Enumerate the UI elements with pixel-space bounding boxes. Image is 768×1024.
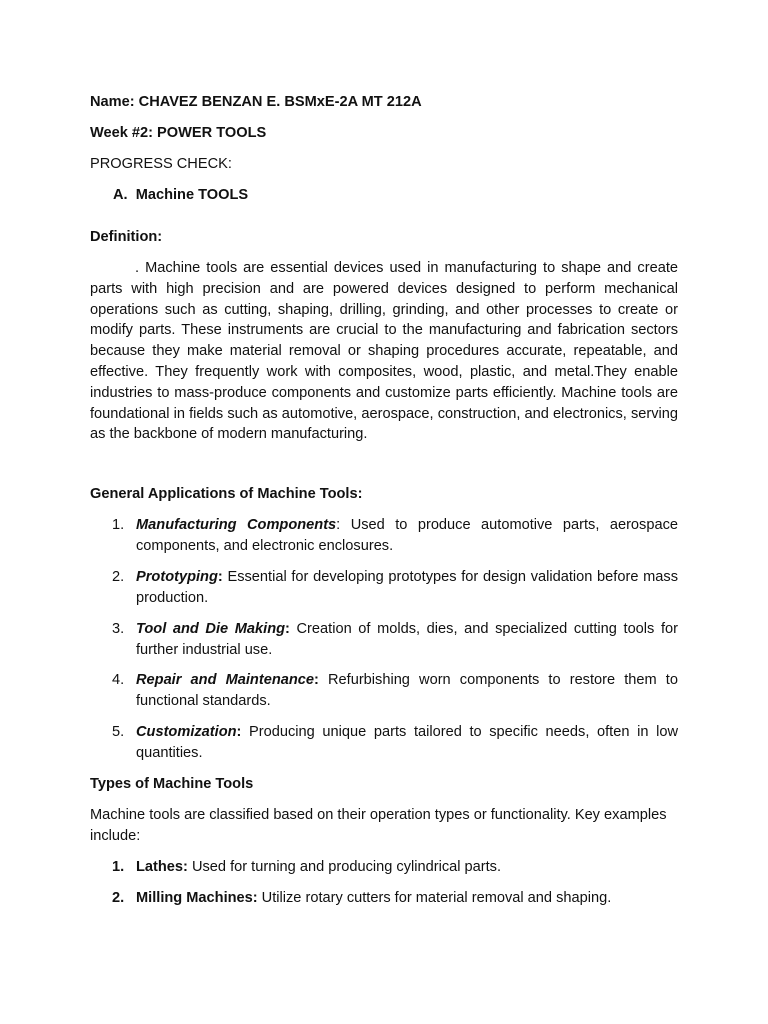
section-a-title: Machine TOOLS [135,187,249,203]
list-number: 1. [112,859,125,875]
application-text: Refurbishing worn components to restore them to functional standards. [136,672,678,709]
application-term: Repair and Maintenance [136,672,314,688]
type-term: Milling Machines: [136,890,258,906]
definition-heading: Definition: [90,229,163,245]
list-number: 5. [112,724,125,740]
types-intro: Machine tools are classified based on their operation types or functionality. Key examples include: [90,807,667,844]
term-separator: : [217,569,223,585]
application-term: Customization [136,724,237,740]
definition-paragraph: . Machine tools are essential devices used in manufacturing to shape and create parts with high precision and are powered devices designed to perform mechanical operations such as cutting, shaping, drilling, grinding, and other processes to create or modify parts. These instruments are crucial to the manufacturing and fabrication sectors because they make material removal or shaping procedures accurate, repeatable, and effective. They frequently work with composites, wood, plastic, and metal.They enable industries to mass-produce components and customize parts efficiently. Machine tools are foundational in fields such as automotive, aerospace, construction, and electronics, serving as the backbone of modern manufacturing. [90,260,678,443]
application-item [90,515,678,557]
term-separator: : [285,621,290,637]
list-number: 4. [112,672,125,688]
types-heading: Types of Machine Tools [90,776,254,792]
term-separator: : [314,672,319,688]
term-separator: : [336,517,341,533]
application-text: Essential for developing prototypes for design validation before mass production. [136,569,678,606]
application-item [90,670,678,712]
section-a-marker: A. [113,187,128,203]
application-item [90,619,678,661]
progress-check-label: PROGRESS CHECK: [90,156,232,172]
type-item [90,888,678,909]
term-separator: : [236,724,242,740]
application-text: Used to produce automotive parts, aerospace components, and electronic enclosures. [136,517,678,554]
type-text: Utilize rotary cutters for material removal and shaping. [257,890,612,906]
application-text: Creation of molds, dies, and specialized cutting tools for further industrial use. [136,621,678,658]
list-number: 2. [112,569,125,585]
application-term: Manufacturing Components [136,517,337,533]
application-term: Tool and Die Making [136,621,286,637]
application-text: Producing unique parts tailored to specific needs, often in low quantities. [136,724,678,761]
list-number: 2. [112,890,125,906]
type-term: Lathes: [136,859,188,875]
type-item [90,857,678,878]
name-line: Name: CHAVEZ BENZAN E. BSMxE-2A MT 212A [90,94,422,110]
applications-heading: General Applications of Machine Tools: [90,486,363,502]
section-a-heading [113,185,248,205]
application-item [90,567,678,609]
application-item [90,722,678,764]
type-text: Used for turning and producing cylindrical parts. [187,859,502,875]
list-number: 3. [112,621,125,637]
list-number: 1. [112,517,125,533]
week-line: Week #2: POWER TOOLS [90,125,267,141]
application-term: Prototyping [136,569,218,585]
